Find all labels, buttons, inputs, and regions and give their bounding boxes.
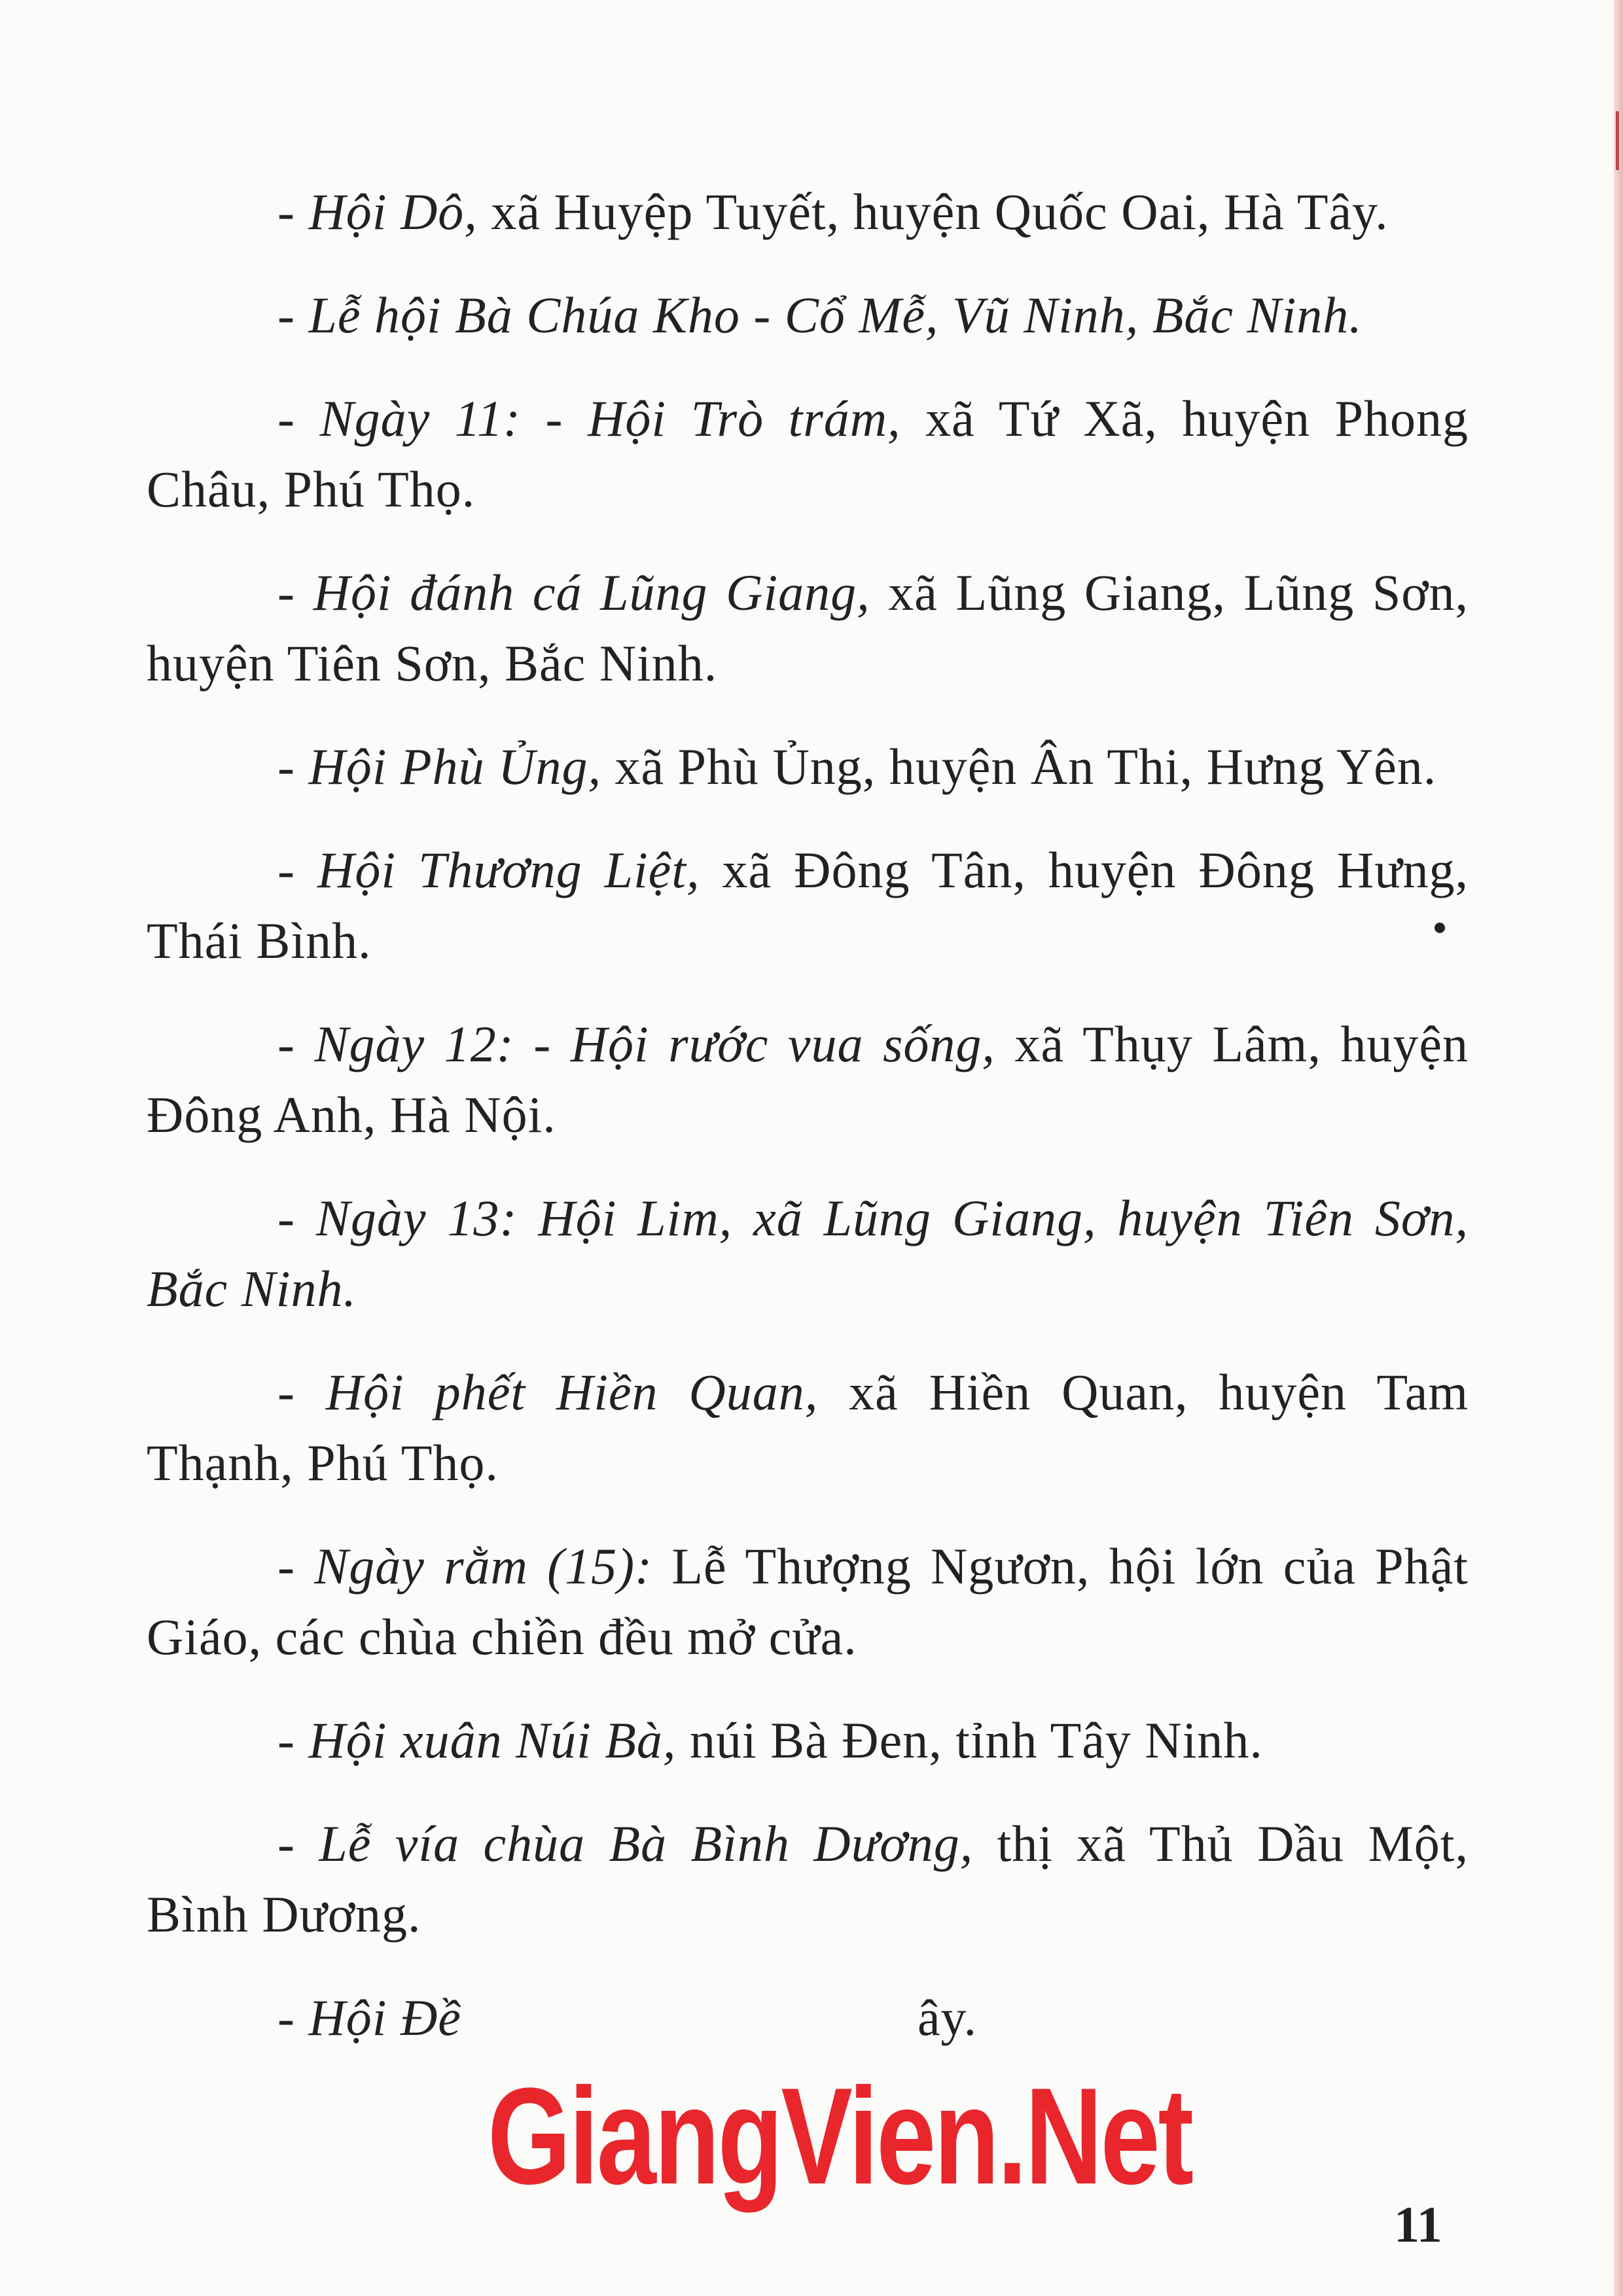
- entry-text: thị xã Thủ Dầu Một, Bình Dương.: [147, 1815, 1469, 1943]
- entry-text: ây.: [461, 1989, 977, 2046]
- festival-entry: [147, 383, 1469, 525]
- entry-text: xã Phù Ủng, huyện Ân Thi, Hưng Yên.: [601, 738, 1437, 795]
- entry-italic: - Ngày rằm (15):: [277, 1538, 653, 1595]
- entry-italic: - Hội đánh cá Lũng Giang,: [277, 564, 870, 621]
- entry-text: Lễ Thượng Ngươn, hội lớn của Phật Giáo, các chùa chiền đều mở cửa.: [147, 1538, 1469, 1665]
- entry-italic: - Ngày 13: Hội Lim, xã Lũng Giang, huyện Tiên Sơn, Bắc Ninh.: [147, 1190, 1469, 1317]
- entry-text: xã Hiền Quan, huyện Tam Thạnh, Phú Thọ.: [147, 1364, 1469, 1491]
- entry-text: xã Thụy Lâm, huyện Đông Anh, Hà Nội.: [147, 1016, 1469, 1143]
- festival-entry: [147, 732, 1469, 802]
- entry-italic: - Hội Phù Ủng,: [277, 738, 601, 795]
- entry-italic: - Hội Dô,: [277, 183, 478, 240]
- page-body: [147, 177, 1469, 2086]
- festival-entry: [147, 1809, 1469, 1950]
- entry-italic: - Hội Thương Liệt,: [277, 841, 700, 898]
- page-number: 11: [1394, 2196, 1442, 2253]
- page-edge-shadow: [1614, 0, 1623, 2296]
- festival-entry: [147, 177, 1469, 247]
- entry-text: xã Đông Tân, huyện Đông Hưng, Thái Bình.: [147, 841, 1469, 969]
- festival-entry: [147, 1183, 1469, 1324]
- entry-italic: - Lễ vía chùa Bà Bình Dương,: [277, 1815, 974, 1872]
- entry-italic: - Hội xuân Núi Bà,: [277, 1712, 677, 1769]
- entry-italic: - Lễ hội Bà Chúa Kho - Cổ Mễ, Vũ Ninh, Bắc Ninh.: [277, 287, 1363, 344]
- entry-text: xã Lũng Giang, Lũng Sơn, huyện Tiên Sơn, Bắc Ninh.: [147, 564, 1469, 692]
- festival-entry-partial: [147, 1983, 1469, 2053]
- entry-italic: - Hội Đề: [277, 1989, 461, 2046]
- festival-entry: [147, 1009, 1469, 1150]
- watermark-logo: GiangVien.Net: [488, 2059, 1192, 2213]
- festival-entry: [147, 1705, 1469, 1776]
- festival-entry: [147, 557, 1469, 699]
- entry-text: xã Tứ Xã, huyện Phong Châu, Phú Thọ.: [147, 390, 1469, 518]
- page-edge-mark: [1616, 111, 1619, 170]
- festival-entry: [147, 1531, 1469, 1672]
- entry-text: xã Huyệp Tuyết, huyện Quốc Oai, Hà Tây.: [477, 183, 1389, 240]
- entry-italic: - Ngày 12: - Hội rước vua sống,: [277, 1016, 995, 1072]
- festival-entry: [147, 835, 1469, 976]
- festival-entry: [147, 1357, 1469, 1498]
- entry-italic: - Hội phết Hiền Quan,: [277, 1364, 819, 1421]
- festival-entry: [147, 280, 1469, 351]
- stray-ink-dot: [1435, 923, 1445, 933]
- entry-text: núi Bà Đen, tỉnh Tây Ninh.: [676, 1712, 1263, 1769]
- entry-italic: - Ngày 11: - Hội Trò trám,: [277, 390, 901, 447]
